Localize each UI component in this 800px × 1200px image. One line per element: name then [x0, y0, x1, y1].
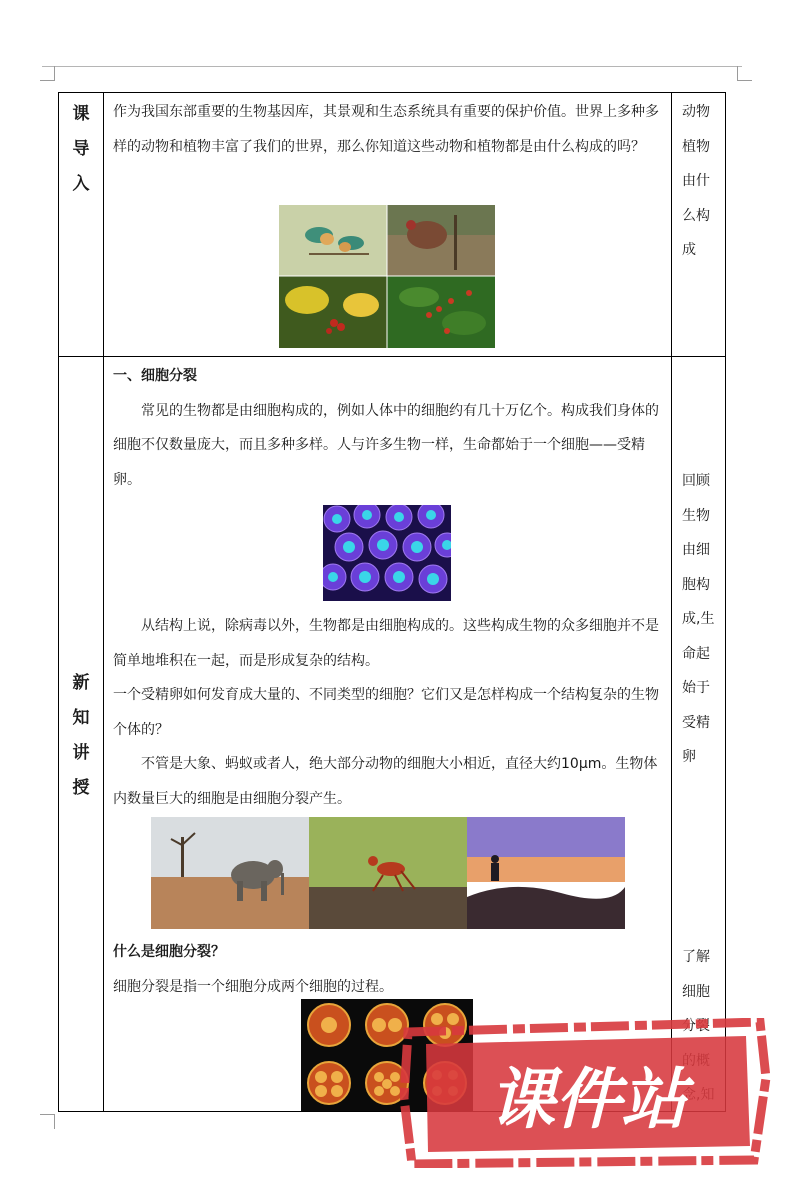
side-note-line: 成,生	[682, 611, 715, 627]
lesson-paragraph-2: 从结构上说，除病毒以外，生物都是由细胞构成的。这些构成生物的众多细胞并不是简单地堆积在一起，而是形成复杂的结构。	[113, 618, 659, 669]
side-note-line: 回顾	[682, 473, 710, 489]
intro-label-char: 导	[72, 139, 90, 159]
crop-mark-top-left	[40, 66, 55, 81]
side-note-line: 始于	[682, 680, 710, 696]
lesson-text-block-1	[113, 359, 671, 497]
side-note-line: 受精	[682, 714, 710, 731]
cell-division-definition: 细胞分裂是指一个细胞分成两个细胞的过程。	[113, 978, 393, 995]
page-top-line	[42, 66, 742, 67]
lesson-label-char: 授	[72, 778, 90, 798]
table-row-divider	[59, 356, 725, 357]
crop-mark-top-right	[737, 66, 752, 81]
lesson-paragraph-3: 一个受精卵如何发育成大量的、不同类型的细胞？它们又是怎样构成一个结构复杂的生物个体的？	[113, 687, 659, 738]
side-note-line: 么构	[682, 207, 710, 224]
intro-label-char: 课	[72, 104, 90, 124]
intro-paragraph: 作为我国东部重要的生物基因库，其景观和生态系统具有重要的保护价值。世界上多种多样的动物和植物丰富了我们的世界，那么你知道这些动物和植物都是由什么构成的吗？	[113, 104, 659, 155]
lesson-label-char: 讲	[72, 743, 90, 763]
side-note-line: 胞构	[682, 576, 710, 593]
side-note-line: 命起	[682, 645, 710, 662]
birds-plants-collage-image	[279, 205, 495, 348]
lesson-label-char: 知	[72, 708, 90, 728]
table-divider-right	[671, 93, 672, 1111]
lesson-label	[59, 666, 103, 806]
watermark-stamp	[400, 1018, 772, 1168]
side-note-line: 细胞	[682, 983, 710, 1000]
crop-mark-bottom-left	[40, 1114, 55, 1129]
intro-label	[59, 97, 103, 202]
watermark-text: 课件站	[489, 1061, 687, 1138]
side-note-line: 由什	[682, 173, 710, 189]
lesson-plan-table	[58, 92, 726, 1112]
lesson-text-block-3	[113, 935, 671, 1004]
table-divider-left	[103, 93, 104, 1111]
cell-division-question: 什么是细胞分裂？	[113, 944, 225, 960]
intro-side-note	[681, 95, 726, 268]
side-note-line: 生物	[682, 507, 710, 524]
side-note-line: 卵	[682, 749, 696, 765]
side-note-line: 成	[682, 242, 696, 258]
lesson-label-char: 新	[72, 673, 90, 693]
section-heading: 一、细胞分裂	[113, 368, 197, 384]
intro-text-block	[113, 95, 671, 164]
side-note-line: 分裂	[682, 1018, 710, 1034]
lesson-text-block-2	[113, 609, 671, 816]
lesson-paragraph-1: 常见的生物都是由细胞构成的，例如人体中的细胞约有几十万亿个。构成我们身体的细胞不仅数量庞大，而且多种多样。人与许多生物一样，生命都始于一个细胞——受精卵。	[113, 402, 659, 488]
elephant-ant-human-image	[151, 817, 625, 929]
intro-label-char: 入	[72, 174, 90, 194]
lesson-paragraph-4: 不管是大象、蚂蚁或者人，绝大部分动物的细胞大小相近，直径大约10μm。生物体内数量巨大的细胞是由细胞分裂产生。	[113, 756, 658, 807]
side-note-line: 了解	[682, 949, 710, 965]
side-note-line: 由细	[682, 542, 710, 558]
cells-image	[323, 505, 451, 601]
side-note-line: 动物	[682, 104, 710, 120]
lesson-side-note-1	[681, 464, 726, 775]
side-note-line: 植物	[682, 138, 710, 155]
